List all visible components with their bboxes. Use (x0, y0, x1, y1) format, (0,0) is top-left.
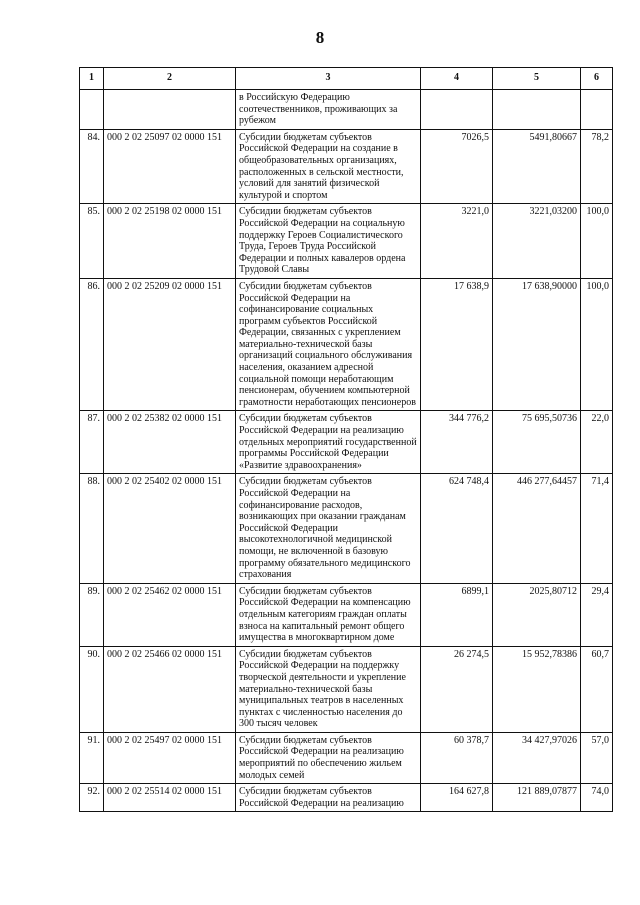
header-col-1: 1 (80, 68, 104, 90)
row-number: 87. (80, 411, 104, 474)
header-col-2: 2 (104, 68, 236, 90)
execution-percent (581, 90, 613, 130)
budget-code (104, 90, 236, 130)
budget-code: 000 2 02 25382 02 0000 151 (104, 411, 236, 474)
row-number: 86. (80, 278, 104, 411)
actual-amount: 17 638,90000 (493, 278, 581, 411)
planned-amount: 344 776,2 (421, 411, 493, 474)
execution-percent: 78,2 (581, 129, 613, 204)
row-number: 88. (80, 474, 104, 583)
row-description: Субсидии бюджетам субъектов Российской Федерации на софинансирование социальных программ субъектов Российской Федерации, связанных с укреплением материально-технической базы организаций социального обслуживания населения, оказанием адресной социальной помощи неработающим пенсионерам, обучением компьютерной грамотности неработающих пенсионеров (236, 278, 421, 411)
table-row (80, 732, 613, 783)
row-number: 90. (80, 646, 104, 732)
row-description: Субсидии бюджетам субъектов Российской Федерации на создание в общеобразовательных организациях, расположенных в сельской местности, условий для занятий физической культурой и спортом (236, 129, 421, 204)
header-row (80, 68, 613, 90)
planned-amount: 60 378,7 (421, 732, 493, 783)
budget-code: 000 2 02 25466 02 0000 151 (104, 646, 236, 732)
row-number (80, 90, 104, 130)
execution-percent: 22,0 (581, 411, 613, 474)
header-col-4: 4 (421, 68, 493, 90)
planned-amount: 26 274,5 (421, 646, 493, 732)
execution-percent: 57,0 (581, 732, 613, 783)
row-description: Субсидии бюджетам субъектов Российской Федерации на поддержку творческой деятельности и укрепление материально-технической базы муниципальных театров в населенных пунктах с численностью населения до 300 тысяч человек (236, 646, 421, 732)
row-description: Субсидии бюджетам субъектов Российской Федерации на реализацию мероприятий по обеспечению жильем молодых семей (236, 732, 421, 783)
actual-amount: 2025,80712 (493, 583, 581, 646)
planned-amount: 3221,0 (421, 204, 493, 279)
budget-code: 000 2 02 25209 02 0000 151 (104, 278, 236, 411)
execution-percent: 100,0 (581, 278, 613, 411)
row-description: Субсидии бюджетам субъектов Российской Федерации на софинансирование расходов, возникающих при оказании гражданам Российской Федерации высокотехнологичной медицинской помощи, не включенной в базовую программу обязательного медицинского страхования (236, 474, 421, 583)
planned-amount (421, 90, 493, 130)
planned-amount: 17 638,9 (421, 278, 493, 411)
planned-amount: 624 748,4 (421, 474, 493, 583)
execution-percent: 100,0 (581, 204, 613, 279)
header-col-5: 5 (493, 68, 581, 90)
execution-percent: 71,4 (581, 474, 613, 583)
budget-code: 000 2 02 25402 02 0000 151 (104, 474, 236, 583)
row-description: Субсидии бюджетам субъектов Российской Федерации на реализацию (236, 784, 421, 812)
planned-amount: 7026,5 (421, 129, 493, 204)
execution-percent: 60,7 (581, 646, 613, 732)
row-description: Субсидии бюджетам субъектов Российской Федерации на социальную поддержку Героев Социалистического Труда, Героев Труда Российской Федерации и полных кавалеров ордена Трудовой Славы (236, 204, 421, 279)
actual-amount: 446 277,64457 (493, 474, 581, 583)
table-row (80, 784, 613, 812)
execution-percent: 29,4 (581, 583, 613, 646)
table-row (80, 90, 613, 130)
actual-amount: 5491,80667 (493, 129, 581, 204)
table-row (80, 278, 613, 411)
actual-amount: 15 952,78386 (493, 646, 581, 732)
actual-amount (493, 90, 581, 130)
row-description: Субсидии бюджетам субъектов Российской Федерации на реализацию отдельных мероприятий государственной программы Российской Федерации «Развитие здравоохранения» (236, 411, 421, 474)
row-description: Субсидии бюджетам субъектов Российской Федерации на компенсацию отдельным категориям граждан оплаты взноса на капитальный ремонт общего имущества в многоквартирном доме (236, 583, 421, 646)
row-number: 84. (80, 129, 104, 204)
row-description: в Российскую Федерацию соотечественников, проживающих за рубежом (236, 90, 421, 130)
budget-code: 000 2 02 25497 02 0000 151 (104, 732, 236, 783)
table-row (80, 474, 613, 583)
budget-table (79, 67, 613, 812)
execution-percent: 74,0 (581, 784, 613, 812)
table-row (80, 204, 613, 279)
budget-code: 000 2 02 25462 02 0000 151 (104, 583, 236, 646)
actual-amount: 34 427,97026 (493, 732, 581, 783)
table-row (80, 646, 613, 732)
header-col-3: 3 (236, 68, 421, 90)
table-row (80, 411, 613, 474)
row-number: 92. (80, 784, 104, 812)
budget-code: 000 2 02 25514 02 0000 151 (104, 784, 236, 812)
budget-code: 000 2 02 25097 02 0000 151 (104, 129, 236, 204)
row-number: 91. (80, 732, 104, 783)
row-number: 89. (80, 583, 104, 646)
header-col-6: 6 (581, 68, 613, 90)
table-row (80, 583, 613, 646)
actual-amount: 75 695,50736 (493, 411, 581, 474)
planned-amount: 164 627,8 (421, 784, 493, 812)
page-number: 8 (315, 28, 325, 47)
planned-amount: 6899,1 (421, 583, 493, 646)
actual-amount: 121 889,07877 (493, 784, 581, 812)
budget-code: 000 2 02 25198 02 0000 151 (104, 204, 236, 279)
actual-amount: 3221,03200 (493, 204, 581, 279)
row-number: 85. (80, 204, 104, 279)
table-row (80, 129, 613, 204)
